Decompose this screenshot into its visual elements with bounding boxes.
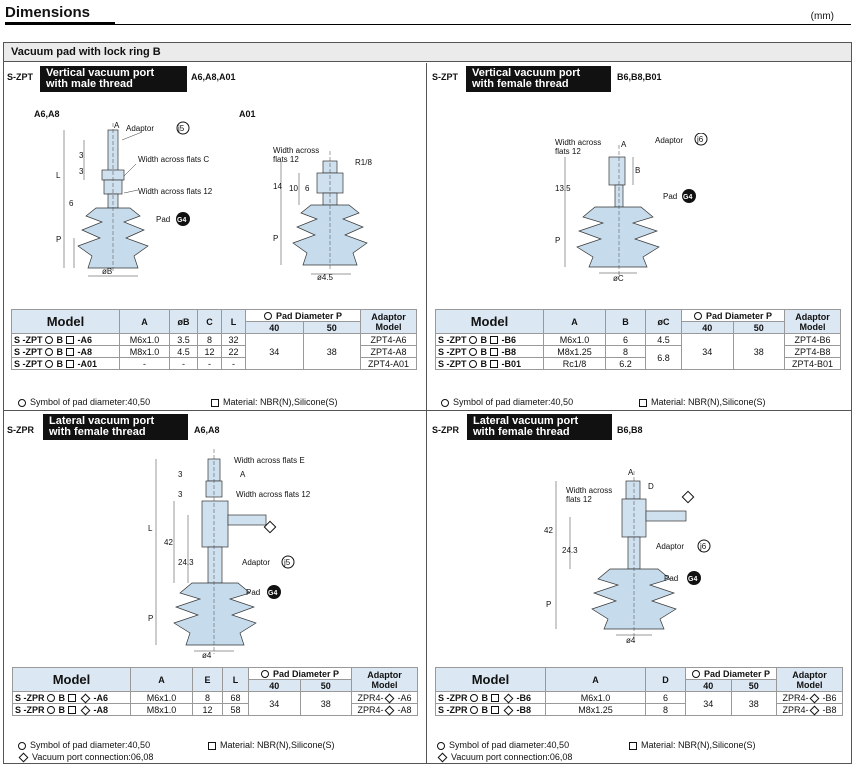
- col-d: D: [646, 668, 686, 692]
- note-symbol: Symbol of pad diameter:40,50: [18, 397, 150, 407]
- dim-10: 10: [289, 184, 298, 193]
- pad-diameter-label: Pad Diameter: [705, 310, 764, 321]
- note-symbol: Symbol of pad diameter:40,50: [441, 397, 573, 407]
- dim-3: 3: [79, 151, 84, 160]
- figure-label: A6,A8: [34, 109, 60, 119]
- cell-b: 4.5: [170, 346, 198, 358]
- dim-d-bottom: ø4: [626, 636, 636, 645]
- col-50: 50: [733, 322, 785, 334]
- width-across-label: flats 12: [555, 147, 581, 156]
- dim-a: A: [621, 140, 627, 149]
- cell-c: 8: [198, 334, 222, 346]
- col-pad-diameter: [246, 310, 361, 322]
- adaptor-header: Adaptor: [367, 669, 402, 680]
- dim-3: 3: [79, 167, 84, 176]
- model-header: Model: [371, 679, 398, 690]
- panel-vertical-female: [427, 63, 852, 411]
- width-across-label: Width across: [555, 138, 602, 147]
- dim-d: ø4: [202, 651, 212, 659]
- cell-adaptor: ZPR4- -A8: [352, 704, 418, 716]
- model-header: Model: [799, 321, 826, 332]
- dim-p: P: [546, 600, 552, 609]
- width-across-label: Width across: [273, 146, 320, 155]
- model-cell: S -ZPR B -A8: [13, 704, 131, 716]
- col-50: 50: [300, 680, 352, 692]
- dim-24-3: 24.3: [178, 558, 194, 567]
- panel-title-line1: Lateral vacuum port: [49, 415, 155, 427]
- panel-vertical-male: [4, 63, 427, 411]
- cell-p40: 34: [682, 334, 734, 370]
- cell-b: 6.2: [606, 358, 646, 370]
- variant-codes: B6,B8: [617, 425, 643, 435]
- model-cell: S -ZPT B -B01: [436, 358, 544, 370]
- cell-d: 8: [646, 704, 686, 716]
- drawing-a6-a8: [44, 118, 224, 278]
- note-port: Vacuum port connection:06,08: [18, 752, 153, 762]
- col-e: E: [193, 668, 223, 692]
- pad-label: Pad: [156, 215, 171, 224]
- col-a: A: [544, 310, 606, 334]
- pad-diameter-label: Pad Diameter: [272, 668, 331, 679]
- cell-l: 32: [222, 334, 246, 346]
- adaptor-label: Adaptor: [126, 124, 155, 133]
- col-adaptor: [785, 310, 841, 334]
- dim-3: 3: [178, 490, 183, 499]
- spec-table: [435, 667, 843, 716]
- title-rule: [5, 22, 115, 25]
- note-material: Material: NBR(N),Silicone(S): [639, 397, 766, 407]
- panel-title-line2: with female thread: [473, 426, 570, 438]
- dim-p: P: [555, 236, 561, 245]
- dim-d: D: [648, 482, 654, 491]
- cell-d: 6: [646, 692, 686, 704]
- pad-label: Pad: [246, 588, 261, 597]
- pad-label: Pad: [663, 192, 678, 201]
- cell-l: 22: [222, 346, 246, 358]
- model-cell: S -ZPR B -B6: [436, 692, 546, 704]
- adaptor-code: j6: [700, 542, 707, 551]
- series-code: S-ZPR: [7, 425, 34, 435]
- panel-title: [466, 66, 611, 92]
- col-40: 40: [246, 322, 304, 334]
- pad-diameter-label: Pad Diameter: [275, 310, 334, 321]
- width-across-label: Width across: [566, 486, 613, 495]
- col-adaptor: [352, 668, 418, 692]
- col-model: Model: [436, 310, 544, 334]
- panel-title-line1: Vertical vacuum port: [46, 67, 155, 79]
- col-c: C: [198, 310, 222, 334]
- dim-p: P: [56, 235, 62, 244]
- cell-adaptor: ZPR4- -B6: [777, 692, 843, 704]
- cell-adaptor: ZPT4-A01: [361, 358, 417, 370]
- adaptor-code: j5: [284, 558, 291, 567]
- cell-a: M6x1.0: [120, 334, 170, 346]
- col-model: Model: [13, 668, 131, 692]
- table-row: [436, 692, 843, 704]
- cell-adaptor: ZPT4-A8: [361, 346, 417, 358]
- cell-a: -: [120, 358, 170, 370]
- adaptor-header: Adaptor: [792, 669, 827, 680]
- model-cell: S -ZPR B -B8: [436, 704, 546, 716]
- col-40: 40: [249, 680, 301, 692]
- cell-e: 12: [193, 704, 223, 716]
- panel-title: [43, 414, 188, 440]
- col-l: L: [223, 668, 249, 692]
- cell-adaptor: ZPR4- -A6: [352, 692, 418, 704]
- table-row: [13, 704, 418, 716]
- cell-p40: 34: [249, 692, 301, 716]
- cell-l: 68: [223, 692, 249, 704]
- width-across-12: Width across flats 12: [138, 187, 213, 196]
- model-cell: S -ZPT B -A01: [12, 358, 120, 370]
- cell-p40: 34: [246, 334, 304, 370]
- col-a: A: [131, 668, 193, 692]
- width-across-12: Width across flats 12: [236, 490, 311, 499]
- adaptor-label: Adaptor: [242, 558, 271, 567]
- cell-b: -: [170, 358, 198, 370]
- p-label: P: [766, 310, 773, 321]
- cell-e: 8: [193, 692, 223, 704]
- cell-adaptor: ZPT4-B8: [785, 346, 841, 358]
- pad-code: G4: [688, 576, 698, 583]
- cell-b: 6: [606, 334, 646, 346]
- panel-title-line2: with female thread: [49, 426, 146, 438]
- dim-d: ø4.5: [317, 273, 334, 281]
- panel-title-line1: Lateral vacuum port: [473, 415, 579, 427]
- dim-6: 6: [69, 199, 74, 208]
- dim-14: 14: [273, 182, 282, 191]
- col-40: 40: [686, 680, 732, 692]
- cell-a: M8x1.0: [131, 704, 193, 716]
- col-a: A: [120, 310, 170, 334]
- cell-a: M8x1.0: [120, 346, 170, 358]
- note-symbol: Symbol of pad diameter:40,50: [437, 740, 569, 750]
- col-50: 50: [303, 322, 361, 334]
- cell-p50: 38: [731, 692, 777, 716]
- cell-adaptor: ZPT4-B01: [785, 358, 841, 370]
- model-cell: S -ZPT B -A8: [12, 346, 120, 358]
- adaptor-label: Adaptor: [655, 136, 684, 145]
- pad-diameter-label: Pad Diameter: [703, 668, 762, 679]
- drawing-lateral-a: [134, 449, 334, 659]
- dim-13-5: 13.5: [555, 184, 571, 193]
- width-across-label: flats 12: [273, 155, 299, 164]
- panel-title-line2: with female thread: [472, 78, 569, 90]
- drawing-b-series: [537, 133, 737, 283]
- dim-3: 3: [178, 470, 183, 479]
- model-header: Model: [796, 679, 823, 690]
- col-b: B: [606, 310, 646, 334]
- cell-b: 3.5: [170, 334, 198, 346]
- panel-lateral-b: [427, 411, 852, 763]
- pad-code: G4: [268, 590, 278, 597]
- col-adaptor: [361, 310, 417, 334]
- col-pad-diameter: [686, 668, 777, 680]
- cell-adaptor: ZPT4-A6: [361, 334, 417, 346]
- cell-a: M6x1.0: [131, 692, 193, 704]
- col-pad-diameter: [249, 668, 352, 680]
- dim-a: A: [628, 468, 634, 477]
- model-header: Model: [375, 321, 402, 332]
- spec-table: [11, 309, 417, 370]
- thread-r18: R1/8: [355, 158, 372, 167]
- col-model: Model: [12, 310, 120, 334]
- dim-p: P: [148, 614, 154, 623]
- panel-title: [467, 414, 612, 440]
- page-title: Dimensions: [5, 4, 91, 21]
- dim-l: L: [56, 171, 61, 180]
- width-across-e: Width across flats E: [234, 456, 305, 465]
- cell-a: M6x1.0: [546, 692, 646, 704]
- col-l: L: [222, 310, 246, 334]
- col-c: øC: [646, 310, 682, 334]
- variant-codes: A6,A8: [194, 425, 220, 435]
- dim-42: 42: [544, 526, 553, 535]
- adaptor-code: j5: [178, 124, 185, 133]
- cell-c: -: [198, 358, 222, 370]
- model-cell: S -ZPT B -B8: [436, 346, 544, 358]
- cell-c: 6.8: [646, 346, 682, 370]
- variant-codes: B6,B8,B01: [617, 72, 662, 82]
- p-label: P: [333, 668, 340, 679]
- col-b: øB: [170, 310, 198, 334]
- table-row: [13, 692, 418, 704]
- figure-label: A01: [239, 109, 256, 119]
- dim-b: B: [635, 166, 641, 175]
- col-model: Model: [436, 668, 546, 692]
- cell-a: M6x1.0: [544, 334, 606, 346]
- panel-title: [40, 66, 187, 92]
- dim-6: 6: [305, 184, 310, 193]
- pad-label: Pad: [664, 574, 679, 583]
- cell-a: Rc1/8: [544, 358, 606, 370]
- col-adaptor: [777, 668, 843, 692]
- width-across-label: flats 12: [566, 495, 592, 504]
- cell-p50: 38: [733, 334, 785, 370]
- drawing-lateral-b: [532, 467, 732, 647]
- title-divider: [115, 24, 851, 25]
- panel-title-line1: Vertical vacuum port: [472, 67, 581, 79]
- table-row: [436, 704, 843, 716]
- p-label: P: [336, 310, 343, 321]
- note-material: Material: NBR(N),Silicone(S): [208, 740, 335, 750]
- cell-l: 58: [223, 704, 249, 716]
- dimensions-frame: [3, 42, 852, 764]
- dim-c: øC: [613, 274, 624, 283]
- dim-24-3: 24.3: [562, 546, 578, 555]
- units-label: (mm): [810, 11, 834, 22]
- panel-title-line2: with male thread: [46, 78, 133, 90]
- cell-a: M8x1.25: [544, 346, 606, 358]
- model-cell: S -ZPT B -A6: [12, 334, 120, 346]
- col-50: 50: [731, 680, 777, 692]
- cell-p40: 34: [686, 692, 732, 716]
- drawing-a01: [259, 141, 389, 281]
- cell-p50: 38: [300, 692, 352, 716]
- note-symbol: Symbol of pad diameter:40,50: [18, 740, 150, 750]
- col-a: A: [546, 668, 646, 692]
- note-material: Material: NBR(N),Silicone(S): [211, 397, 338, 407]
- adaptor-label: Adaptor: [656, 542, 685, 551]
- cell-c: 12: [198, 346, 222, 358]
- spec-table: [435, 309, 841, 370]
- pad-code: G4: [683, 194, 693, 201]
- p-label: P: [764, 668, 771, 679]
- dim-l: L: [148, 524, 153, 533]
- adaptor-header: Adaptor: [371, 311, 406, 322]
- model-cell: S -ZPT B -B6: [436, 334, 544, 346]
- cell-adaptor: ZPT4-B6: [785, 334, 841, 346]
- table-row: [436, 334, 841, 346]
- adaptor-code: j6: [697, 135, 704, 144]
- series-code: S-ZPT: [7, 72, 33, 82]
- adaptor-header: Adaptor: [795, 311, 830, 322]
- cell-a: M8x1.25: [546, 704, 646, 716]
- variant-codes: A6,A8,A01: [191, 72, 236, 82]
- cell-l: -: [222, 358, 246, 370]
- table-row: [12, 334, 417, 346]
- dim-a: A: [240, 470, 246, 479]
- spec-table: [12, 667, 418, 716]
- col-pad-diameter: [682, 310, 785, 322]
- col-40: 40: [682, 322, 734, 334]
- cell-p50: 38: [303, 334, 361, 370]
- section-header: Vacuum pad with lock ring B: [4, 43, 851, 62]
- model-cell: S -ZPR B -A6: [13, 692, 131, 704]
- series-code: S-ZPT: [432, 72, 458, 82]
- panel-lateral-a: [4, 411, 427, 763]
- cell-adaptor: ZPR4- -B8: [777, 704, 843, 716]
- cell-c: 4.5: [646, 334, 682, 346]
- width-across-c: Width across flats C: [138, 155, 210, 164]
- pad-code: G4: [177, 217, 187, 224]
- dim-b: øB: [102, 267, 113, 276]
- note-port: Vacuum port connection:06,08: [437, 752, 572, 762]
- note-material: Material: NBR(N),Silicone(S): [629, 740, 756, 750]
- dim-a: A: [114, 121, 120, 130]
- dim-42: 42: [164, 538, 173, 547]
- dim-p: P: [273, 234, 279, 243]
- series-code: S-ZPR: [432, 425, 459, 435]
- cell-b: 8: [606, 346, 646, 358]
